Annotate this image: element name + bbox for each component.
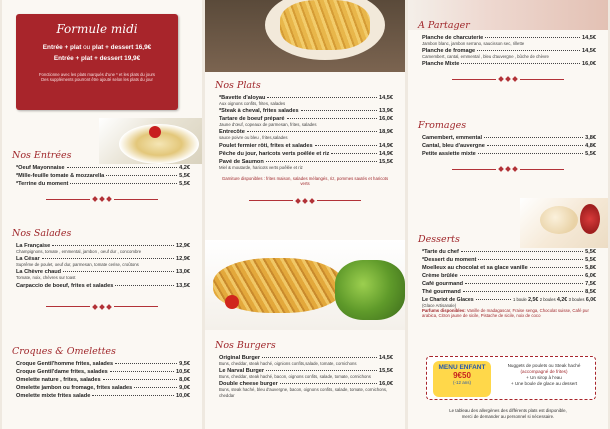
plat-item: Pêche du jour, haricots verts poêlée et riz 14,9€ [219,150,393,157]
garniture-note: Garniture disponibles : frites maison, salades mélangés, riz, pommes sautés et haricots verts [221,175,389,187]
plat-item: Entrecôte 18,9€ sauce poivre ou bleu , frites,salades [219,129,393,141]
dessert-item: Moelleux au chocolat et sa glace vanille 5,8€ [422,265,596,271]
partager-item: Planche de fromage 14,5€ Camembert, cantal, emmental , bleu d'auvergne , bûche de chèvre [422,48,596,60]
partager-item: Planche Mixte 16,0€ [422,61,596,68]
section-title-partager: A Partager [418,20,470,31]
croque-item: Omelette mixte frites salade 10,0€ [16,393,190,399]
section-title-plats: Nos Plats [215,80,261,91]
salades-section [2,228,202,315]
fromage-item: Camembert, emmental 3,8€ [422,135,596,141]
burgers-section [205,340,405,400]
dessert-item: Café gourmand 7,5€ [422,281,596,287]
burger-item: Original Burger 14,5€ Buns, cheddar, steak haché, oignions confits,salade, tomate, cornichons [219,355,393,366]
croque-item: Croque Gentil'dame frites, salades 10,5€ [16,369,190,375]
salade-item: La Française 12,9€ Champignons, tomate , emmental, jambon , oeuf dur , concombre [16,243,190,254]
dessert-item: *Tarte du chef 5,5€ [422,249,596,255]
flourish-divider [408,165,608,173]
salade-item: La Chèvre chaud 13,0€ Tomate, noix, chèvres sur toast [16,269,190,281]
menu-enfant-box [426,356,596,400]
flourish-divider [2,303,202,311]
entree-item: *Mille-feuille tomate & mozzarella 5,5€ [16,173,190,179]
formule-midi-box [16,14,178,110]
section-title-fromages: Fromages [418,120,467,131]
formule-note: Fonctionne avec les plats marqués d'une * et les plats du jours Des suppléments pourront être ajouté selon les plats du jour [38,72,156,83]
entrees-section [2,150,202,207]
salade-item: La César 12,9€ Suprême de poulet, oeuf dur, parmesan, tomate cerise, croûtons [16,256,190,268]
plats-section [205,80,405,209]
partager-item: Planche de charcuterie 14,5€ Jambon blanc, jambon serrano, saucisson sec, rillette [422,35,596,46]
section-title-salades: Nos Salades [12,228,72,239]
section-title-desserts: Desserts [418,234,460,245]
partager-section [408,20,608,87]
entree-item: *Terrine du moment 5,5€ [16,181,190,187]
dessert-item: Crème brûlée 6,0€ [422,273,596,279]
flourish-divider [205,197,405,205]
burger-photo [205,240,405,330]
dessert-item: Thé gourmand 8,5€ [422,289,596,295]
fromage-item: Petite assiette mixte 5,5€ [422,151,596,157]
left-column [2,0,202,429]
fromages-section [408,120,608,177]
plat-item: Pavé de Saumon 15,5€ Miel & moutarde, haricots verts poêlée et riz [219,158,393,170]
croque-item: Omelette nature , frites, salades 8,0€ [16,377,190,383]
salade-item: Carpaccio de boeuf, frites et salades 13,5€ [16,282,190,289]
allergenes-note: Le tableau des allergènes des différents plats est disponible, merci de demander au personnel si nécessaire. [449,408,567,419]
formule-title: Formule midi [56,22,138,36]
croque-item: Croque Gentil'homme frites, salades 9,5€ [16,361,190,367]
section-title-croques: Croques & Omelettes [12,346,116,357]
plat-item: *Bavette d'aloyau 14,5€ Aux oignons confits, frites, salades [219,95,393,106]
croque-item: Omelette jambon ou fromage, frites salades 9,0€ [16,385,190,391]
frites-photo [205,0,405,72]
dessert-item: *Dessert du moment 5,5€ [422,257,596,263]
plat-item: Tartare de boeuf préparé 16,0€ Jaune d'œuf, copeaux de parmesan, frites, salades [219,116,393,128]
menu-enfant-badge: MENU ENFANT 9€50 (-12 ans) [433,361,491,397]
plat-item: *Steak à cheval, frites salades 13,9€ [219,108,393,115]
right-column [408,0,608,429]
section-title-burgers: Nos Burgers [215,340,276,351]
flourish-divider [2,195,202,203]
croques-section [2,346,202,401]
middle-column [205,0,405,429]
menu-enfant-details: Nuggets de poulets ou Steak haché (accompagné de frites) + Un sirop à l'eau + Une boule de glace au dessert [507,363,581,386]
section-title-entrees: Nos Entrées [12,150,72,161]
flourish-divider [408,75,608,83]
fromage-item: Cantal, bleu d'auvergne 4,8€ [422,143,596,149]
burger-item: Le Narval Burger 15,5€ Buns, cheddar, steak haché, bacon, oignons confits, salade, tomate, cornichons [219,368,393,380]
plat-item: Poulet fermier rôti, frites et salades 14,9€ [219,142,393,149]
formule-line-1: Entrée + plat ou plat + dessert 16,9€ [42,44,152,51]
glaces-item: Le Chariot de Glaces 1 boule 2,5€ 2 boules 4,2€ 3 boules 6,0€ (Glace Artisanale) Parfums disponibles: Vanille de madagascar, Fraise senga, Chocolat suisse, Café pur arabica, Citron jaune de sicile, Pistache de sicile, noix de coco [422,297,596,319]
burger-item: Double cheese burger 16,0€ Buns, steak haché, bleu d'auvergne, bacon, oignons confits, salade, tomate, cornichons, cheddar [219,381,393,398]
desserts-section [408,234,608,321]
formule-line-2: Entrée + plat + dessert 19,9€ [53,55,141,62]
entree-item: *Oeuf Mayonnaise 4,2€ [16,165,190,171]
